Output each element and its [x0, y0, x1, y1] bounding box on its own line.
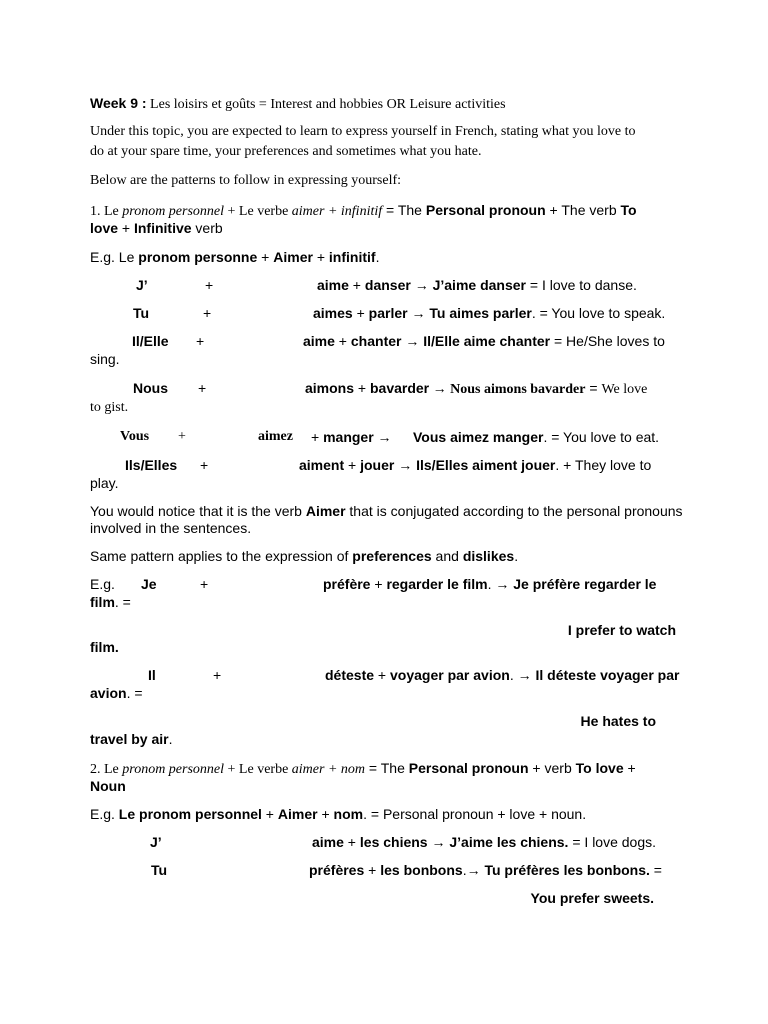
text: . → [487, 576, 514, 592]
translation-cont [90, 731, 173, 748]
text: + [354, 380, 370, 396]
text: aime [312, 834, 344, 850]
plus-sign: + [196, 333, 205, 349]
sentence [312, 834, 656, 851]
text: E.g. [90, 806, 119, 822]
text: . = [114, 594, 131, 610]
pattern-1-cont [90, 220, 223, 237]
patterns-intro: Below are the patterns to follow in expressing yourself: [90, 173, 402, 188]
text: les chiens [359, 834, 428, 850]
text: Same pattern applies to the expression of [90, 548, 353, 564]
translation-cont: film. [90, 639, 119, 655]
text: + [623, 760, 636, 776]
sentence-cont [90, 594, 131, 611]
plus-sign: + [200, 457, 209, 473]
sentence [325, 667, 679, 684]
text: + [374, 667, 390, 683]
plus-sign: + [198, 380, 207, 396]
text: + [311, 429, 324, 445]
translation: You prefer sweets. [530, 890, 654, 906]
text: Nous aimons bavarder [450, 382, 586, 397]
text: + [370, 576, 387, 592]
pattern-2-cont [90, 778, 126, 795]
notice-line-1 [90, 503, 683, 520]
pronoun: Il/Elle [132, 333, 169, 349]
text: Vous aimez manger [413, 429, 544, 445]
sentence [303, 333, 665, 350]
text: + The verb [545, 202, 621, 218]
pronoun: Je [141, 576, 157, 592]
text: We love [601, 382, 648, 397]
sentence [323, 576, 656, 593]
example-4 [90, 806, 586, 823]
pronoun: Il [148, 667, 156, 683]
sentence-result [413, 429, 659, 446]
plus-sign: + [213, 667, 222, 683]
text: verb [191, 220, 223, 236]
text: → [427, 834, 450, 850]
text: . = [126, 685, 143, 701]
text: Il déteste voyager par [535, 667, 680, 683]
text: dislikes [462, 548, 515, 564]
text: 1. Le [90, 204, 123, 219]
text: Aimer [277, 806, 318, 822]
text: Infinitive [133, 220, 192, 236]
plus-sign: + [178, 429, 186, 444]
week-title: Les loisirs et goûts = Interest and hobbies OR Leisure activities [146, 97, 506, 112]
text: . [514, 548, 519, 564]
notice-line-2: involved in the sentences. [90, 520, 252, 536]
text: → [407, 305, 430, 321]
text: + [312, 249, 329, 265]
sentence [313, 305, 665, 322]
text: E.g. Le [90, 249, 139, 265]
text: bavarder [369, 380, 430, 396]
text: + [344, 457, 361, 473]
text: Il/Elle aime chanter [423, 333, 551, 349]
pronoun: J’ [136, 277, 148, 293]
pattern-2 [90, 760, 636, 778]
week-label: Week 9 : [90, 95, 147, 111]
sentence-cont: sing. [90, 351, 120, 367]
text: + [343, 834, 360, 850]
text: . + They love to [555, 457, 652, 473]
text: . → [509, 667, 536, 683]
plus-sign: + [203, 305, 212, 321]
text: préfère [323, 576, 371, 592]
text: Tu préfères les bonbons. [484, 862, 650, 878]
text: and [431, 548, 463, 564]
text: Je préfère regarder le [513, 576, 657, 592]
text: Ils/Elles aiment jouer [416, 457, 556, 473]
text: = [649, 862, 662, 878]
text: You would notice that it is the verb [90, 503, 306, 519]
text: les bonbons [380, 862, 463, 878]
text: . = You love to eat. [543, 429, 660, 445]
sentence [305, 380, 647, 398]
sentence-cont [90, 685, 143, 702]
translation: He hates to [580, 713, 656, 729]
pronoun: Nous [133, 380, 168, 396]
text: + [261, 806, 278, 822]
text: + Le verbe [224, 762, 292, 777]
text: + [352, 305, 369, 321]
text: aimes [313, 305, 353, 321]
text: infinitif [328, 249, 376, 265]
sentence [311, 429, 392, 446]
eg-label: E.g. [90, 576, 115, 592]
text: + [364, 862, 381, 878]
text: Personal pronoun [425, 202, 546, 218]
text: To [620, 202, 637, 218]
text: + [118, 220, 134, 236]
text: préfères [309, 862, 365, 878]
text: + Le verbe [224, 204, 292, 219]
text: aimer + infinitif [291, 204, 383, 219]
text: + [348, 277, 365, 293]
text: → [410, 277, 433, 293]
example-1 [90, 249, 379, 266]
translation: I prefer to watch [567, 622, 676, 638]
sentence [317, 277, 637, 294]
plus-sign: + [205, 277, 214, 293]
text: pronom personne [138, 249, 258, 265]
text: + verb [528, 760, 576, 776]
text: = [585, 380, 602, 396]
verb: aimez [258, 429, 293, 444]
text: = I love to danse. [525, 277, 637, 293]
text: preferences [352, 548, 432, 564]
text: = I love dogs. [568, 834, 657, 850]
same-pattern [90, 548, 518, 565]
text: déteste [325, 667, 375, 683]
text: . = You love to speak. [531, 305, 666, 321]
pronoun: Ils/Elles [125, 457, 178, 473]
text: . [375, 249, 380, 265]
text: aimons [305, 380, 355, 396]
text: Noun [90, 778, 126, 794]
text: love [90, 220, 119, 236]
text: that is conjugated according to the personal pronouns [345, 503, 683, 519]
text: + [334, 333, 351, 349]
intro-line-2: do at your spare time, your preferences and sometimes what you hate. [90, 144, 482, 159]
text: → [373, 429, 392, 445]
text: pronom personnel [122, 204, 225, 219]
text: travel by air [90, 731, 169, 747]
text: + [257, 249, 274, 265]
text: chanter [350, 333, 402, 349]
text: voyager par avion [390, 667, 510, 683]
text: → [401, 333, 424, 349]
sentence-cont: to gist. [90, 400, 129, 415]
intro-line-1: Under this topic, you are expected to learn to express yourself in French, stating what you love to [90, 124, 636, 139]
pronoun: Tu [151, 862, 168, 878]
text: Personal pronoun [408, 760, 529, 776]
text: danser [364, 277, 411, 293]
text: .→ [462, 862, 485, 878]
text: avion [90, 685, 127, 701]
text: = The [365, 760, 409, 776]
pronoun: Tu [133, 305, 150, 321]
text: aiment [299, 457, 345, 473]
text: aime [303, 333, 335, 349]
text: = The [382, 202, 426, 218]
plus-sign: + [200, 576, 209, 592]
text: J’aime danser [432, 277, 526, 293]
text: Le pronom personnel [118, 806, 262, 822]
pronoun: Vous [120, 429, 150, 444]
sentence-cont: play. [90, 475, 119, 491]
text: aimer + nom [291, 762, 366, 777]
text: film [90, 594, 115, 610]
text: + [317, 806, 334, 822]
text: = He/She loves to [550, 333, 665, 349]
text: Aimer [273, 249, 313, 265]
text: J’aime les chiens. [449, 834, 569, 850]
text: 2. Le [90, 762, 123, 777]
week-heading [90, 95, 506, 113]
text: jouer [360, 457, 395, 473]
text: → [429, 382, 451, 397]
text: Tu aimes parler [429, 305, 532, 321]
text: parler [368, 305, 408, 321]
text: aime [317, 277, 349, 293]
sentence [309, 862, 662, 879]
text: manger [323, 429, 374, 445]
pattern-1 [90, 202, 637, 220]
text: To love [575, 760, 624, 776]
sentence [299, 457, 651, 474]
text: Aimer [305, 503, 346, 519]
text: regarder le film [386, 576, 488, 592]
text: . = Personal pronoun + love + noun. [363, 806, 587, 822]
text: nom [333, 806, 364, 822]
pronoun: J’ [150, 834, 162, 850]
text: . [168, 731, 173, 747]
text: pronom personnel [122, 762, 225, 777]
text: → [394, 457, 417, 473]
